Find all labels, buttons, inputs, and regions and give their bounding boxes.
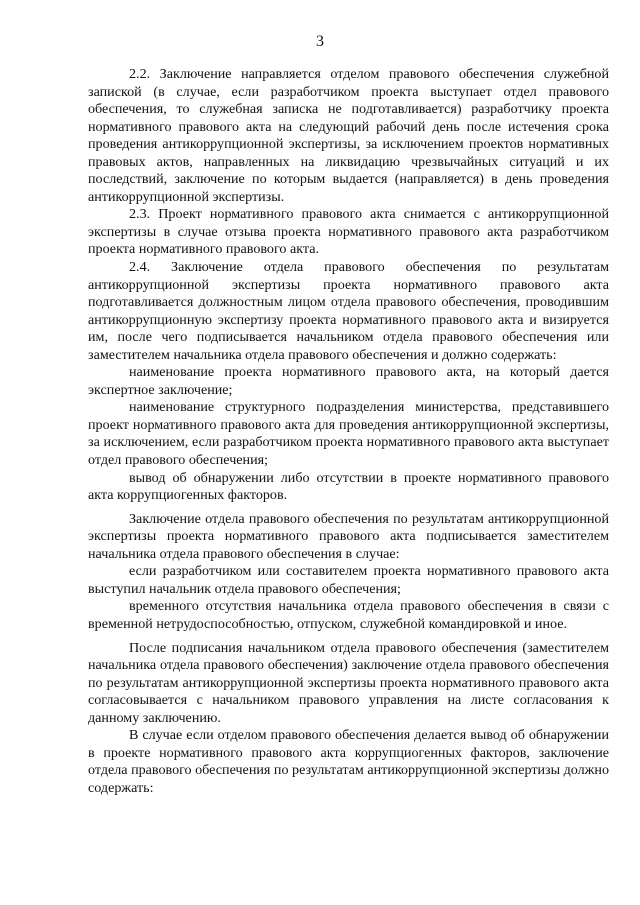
list-item-department: наименование структурного подразделения министерства, представившего проект нормативного правового акта для проведения антикоррупционной экспертизы, за исключением, если разработчиком проекта нормативного правового акта выступает отдел правового обеспечения; xyxy=(88,399,609,469)
list-item-absence-case: временного отсутствия начальника отдела правового обеспечения в связи с временной нетрудоспособностью, отпуском, служебной командировкой и иное. xyxy=(88,598,609,632)
list-item-conclusion: вывод об обнаружении либо отсутствии в проекте нормативного правового акта коррупциогенных факторов. xyxy=(88,469,609,504)
list-item-name: наименование проекта нормативного правового акта, на который дается экспертное заключение; xyxy=(88,364,609,398)
paragraph-approval: После подписания начальником отдела правового обеспечения (заместителем начальника отдела правового обеспечения) заключение отдела правового обеспечения по результатам антикоррупционной экспертизы проекта нормативного правового акта согласовывается с начальником правового управления на листе согласования к данному заключению. xyxy=(88,639,609,726)
page-number: 3 xyxy=(316,33,324,50)
paragraph-2-2: 2.2. Заключение направляется отделом правового обеспечения служебной запиской (в случае, если разработчиком проекта выступает отдел правового обеспечения, то служебная записка не подготавливается) разработчику проекта нормативного правового акта на следующий рабочий день после истечения срока проведения антикоррупционной экспертизы, за исключением проектов нормативных правовых актов, направленных на ликвидацию чрезвычайных ситуаций и их последствий, заключение по которым выдается (направляется) в день проведения антикоррупционной экспертизы. xyxy=(88,66,609,205)
paragraph-2-4: 2.4. Заключение отдела правового обеспечения по результатам антикоррупционной экспертизы проекта нормативного правового акта подготавливается должностным лицом отдела правового обеспечения, проводившим антикоррупционную экспертизу проекта нормативного правового акта и визируется им, после чего подписывается начальником отдела правового обеспечения или заместителем начальника отдела правового обеспечения и должно содержать: xyxy=(88,259,609,363)
paragraph-corruption-factors: В случае если отделом правового обеспечения делается вывод об обнаружении в проекте нормативного правового акта коррупциогенных факторов, заключение отдела правового обеспечения по результатам антикоррупционной экспертизы должно содержать: xyxy=(88,727,609,796)
document-body xyxy=(88,66,609,797)
paragraph-2-3: 2.3. Проект нормативного правового акта снимается с антикоррупционной экспертизы в случае отзыва проекта нормативного правового акта разработчиком проекта нормативного правового акта. xyxy=(88,206,609,258)
list-item-author-case: если разработчиком или составителем проекта нормативного правового акта выступил начальник отдела правового обеспечения; xyxy=(88,563,609,597)
paragraph-signing-deputy: Заключение отдела правового обеспечения по результатам антикоррупционной экспертизы проекта нормативного правового акта подписывается заместителем начальника отдела правового обеспечения в случае: xyxy=(88,510,609,562)
